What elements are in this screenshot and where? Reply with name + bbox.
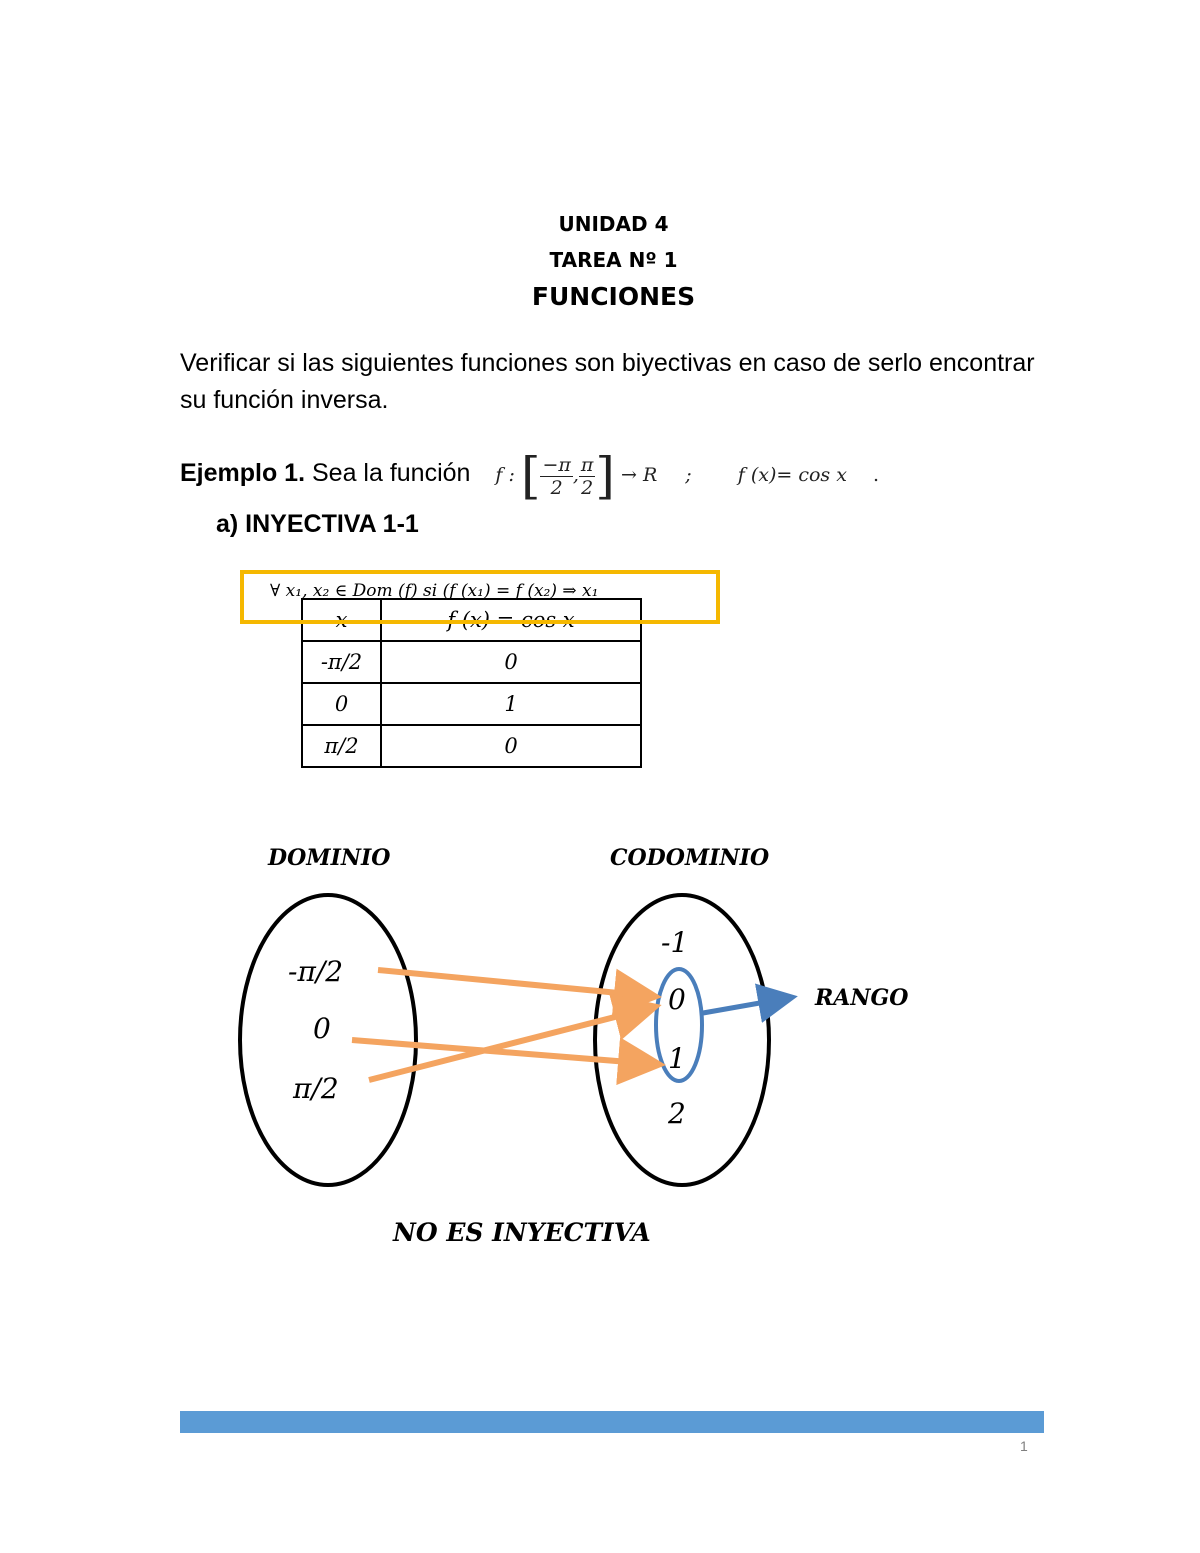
topic-title: FUNCIONES — [531, 282, 696, 311]
footer-bar — [180, 1411, 1044, 1433]
example-label: Ejemplo 1. — [180, 459, 306, 487]
page-number: 1 — [1020, 1438, 1028, 1454]
table-header-fx: f (x) = cos x — [381, 599, 641, 641]
codomain-label: CODOMINIO — [610, 845, 770, 871]
table-cell: -π/2 — [302, 641, 381, 683]
function-definition: f (x)= cos x — [737, 464, 847, 486]
fraction-pi-2: $\frac{\pi}{2}$ — [580, 453, 594, 499]
table-cell: π/2 — [302, 725, 381, 767]
comma: , — [572, 464, 579, 486]
range-label: RANGO — [815, 985, 909, 1011]
arrow-r: → R — [620, 464, 658, 486]
fraction-neg-pi-2: $\frac{-\pi}{2}$ — [542, 453, 571, 499]
injectivity-formula: ∀ x₁, x₂ ∈ Dom (f) si (f (x₁) = f (x₂) ⇒ x₁ — [270, 581, 599, 601]
section-injective-heading: a) INYECTIVA 1-1 — [216, 510, 419, 538]
bracket-open: [ — [520, 447, 541, 505]
table-cell: 0 — [381, 641, 641, 683]
table-cell: 0 — [381, 725, 641, 767]
bracket-close: ] — [595, 447, 615, 505]
table-cell: 1 — [381, 683, 641, 725]
unit-title: UNIDAD 4 — [558, 212, 669, 236]
domain-value: -π/2 — [288, 955, 344, 988]
conclusion-text: NO ES INYECTIVA — [393, 1218, 651, 1247]
semicolon: ; — [685, 464, 692, 486]
table-header-x: x — [302, 599, 381, 641]
domain-value: π/2 — [293, 1072, 339, 1105]
codomain-value: 0 — [668, 983, 686, 1016]
domain-value: 0 — [313, 1012, 331, 1045]
codomain-value: -1 — [661, 926, 689, 959]
intro-paragraph: Verificar si las siguientes funciones son biyectivas en caso de serlo encontrar su función inversa. — [180, 349, 1035, 414]
table-cell: 0 — [302, 683, 381, 725]
codomain-value: 1 — [668, 1042, 686, 1075]
example-text: Sea la función — [312, 459, 471, 487]
arrow-neg-pi-2-to-0 — [378, 970, 650, 996]
task-title: TAREA Nº 1 — [549, 248, 678, 272]
f-prefix: f : — [495, 464, 515, 486]
period: . — [872, 464, 880, 486]
domain-label: DOMINIO — [268, 845, 391, 871]
codomain-value: 2 — [668, 1097, 686, 1130]
arrow-to-range — [703, 998, 788, 1013]
